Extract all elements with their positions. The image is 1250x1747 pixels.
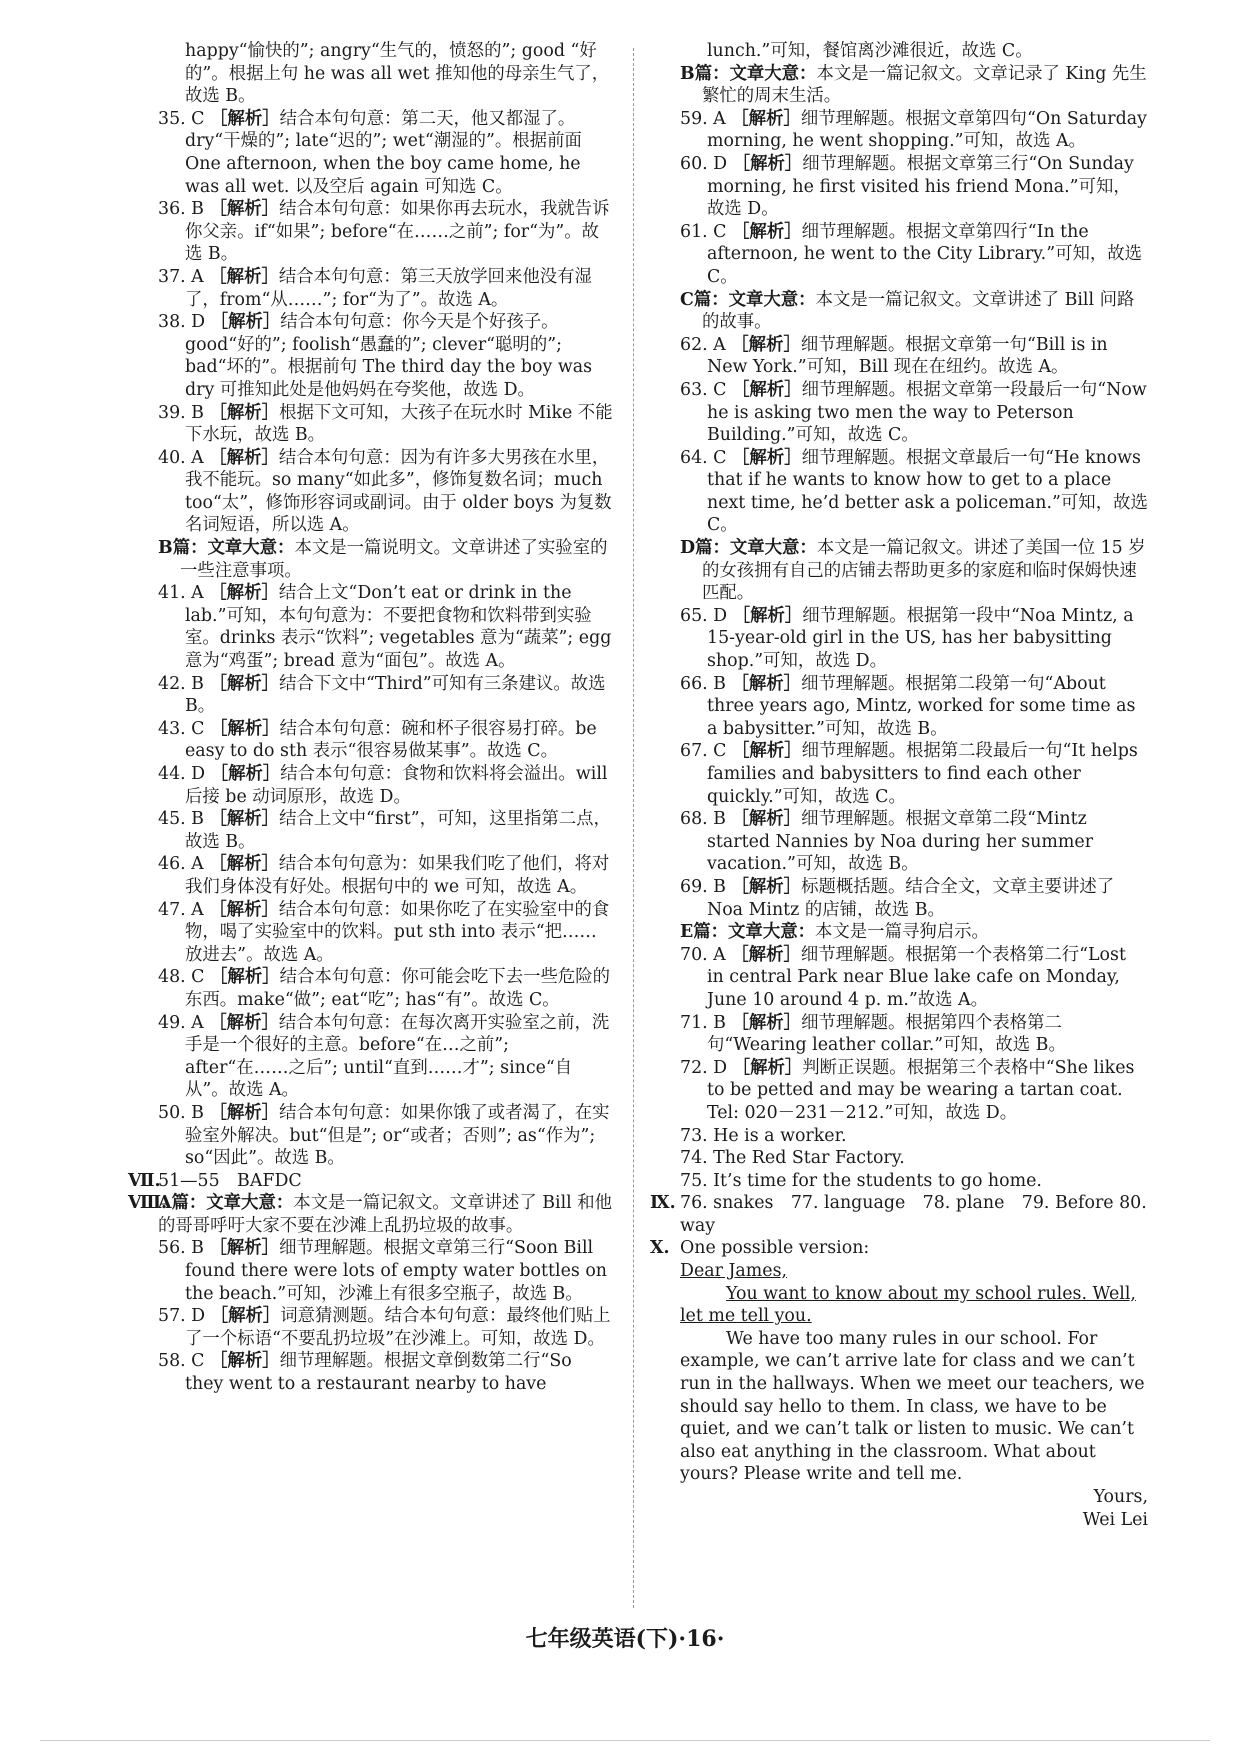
answer-item <box>680 1057 1148 1125</box>
passage-summary-text: 本文是一篇记叙文。文章讲述了 Bill 问路的故事。 <box>702 289 1135 333</box>
left-column <box>128 40 614 1396</box>
answer-item <box>680 379 1148 447</box>
passage-heading: C篇：文章大意： <box>680 289 816 310</box>
answer-item <box>158 1102 614 1170</box>
analysis-mark: ［解析］ <box>731 108 801 129</box>
answer-item <box>158 266 614 311</box>
answer-item <box>680 153 1148 221</box>
answer-text: 细节理解题。根据文章最后一句“He knows that if he wants to know how to get to a place next time, he’d better ask a policeman.”可知，故选 C。 <box>707 447 1148 536</box>
answer-number: 36. B <box>158 199 204 220</box>
analysis-mark: ［解析］ <box>731 876 802 897</box>
answer-number: 58. C <box>158 1351 205 1372</box>
answer-text: 细节理解题。根据第四个表格第二句“Wearing leather collar.”可知，故选 B。 <box>707 1012 1066 1056</box>
section-entry <box>650 1192 1148 1237</box>
page-footer: 七年级英语(下)·16· <box>525 1626 725 1652</box>
answer-number: 38. D <box>158 312 206 333</box>
opening-text: You want to know about my school rules. Well, let me tell you. <box>680 1283 1136 1327</box>
answer-number: 67. C <box>680 741 727 762</box>
answer-number: 63. C <box>680 379 727 400</box>
continued-text-content: happy“愉快的”; angry“生气的，愤怒的”; good “好的”。根据上句 he was all wet 推知他的母亲生气了，故选 B。 <box>185 41 610 107</box>
answer-text: 结合本句句意：碗和杯子很容易打碎。be easy to do sth 表示“很容易做某事”。故选 C。 <box>185 718 597 762</box>
answer-text: 结合本句句意：如果你饿了或者渴了，在实验室外解决。but“但是”; or“或者；否则”; as“作为”; so“因此”。故选 B。 <box>185 1102 610 1169</box>
answer-item <box>680 876 1148 921</box>
answer-number: 65. D <box>680 605 728 626</box>
answer-item <box>158 808 614 853</box>
answer-text: 结合本句句意：第二天，他又都湿了。dry“干燥的”; late“迟的”; wet“潮湿的”。根据前面 One afternoon, when the boy came home, he was all wet. 以及空后 again 可知选 C。 <box>185 108 582 197</box>
answer-item <box>158 447 614 537</box>
passage-summary <box>158 537 614 582</box>
answer-number: 48. C <box>158 967 205 988</box>
analysis-mark: ［解析］ <box>209 266 279 287</box>
answer-text: 细节理解题。根据文章第三行“On Sunday morning, he first visited his friend Mona.”可知，故选 D。 <box>707 153 1134 220</box>
answer-text: 结合本句句意：食物和饮料将会溢出。will 后接 be 动词原形，故选 D。 <box>185 764 608 807</box>
answer-text: 细节理解题。根据文章第四句“On Saturday morning, he went shopping.”可知，故选 A。 <box>707 108 1147 152</box>
analysis-mark: ［解析］ <box>209 447 279 468</box>
answer-number: 37. A <box>158 266 204 287</box>
analysis-mark: ［解析］ <box>731 673 802 694</box>
answer-text: 结合本句句意：在每次离开实验室之前，洗手是一个很好的主意。before“在…之前”; after“在……之后”; until“直到……才”; since“自从”。故选 A。 <box>185 1012 610 1101</box>
answer-number: 45. B <box>158 809 204 830</box>
analysis-mark: ［解析］ <box>732 1057 803 1078</box>
letter-body <box>680 1328 1148 1486</box>
answer-line <box>680 1170 1148 1193</box>
analysis-mark: ［解析］ <box>731 944 801 965</box>
answer-item <box>158 1305 614 1350</box>
analysis-mark: ［解析］ <box>210 1351 280 1372</box>
answer-item <box>680 108 1148 153</box>
bottom-rule <box>40 1740 1210 1741</box>
answer-item <box>158 966 614 1011</box>
answer-text: 细节理解题。根据第一个表格第二行“Lost in central Park near Blue lake cafe on Monday, June 10 around 4 p. m.”故选 A。 <box>707 944 1126 1010</box>
analysis-mark: ［解析］ <box>210 312 281 333</box>
section-entry <box>128 1170 614 1193</box>
passage-heading: D篇：文章大意： <box>680 538 817 559</box>
answer-number: 41. A <box>158 583 204 604</box>
passage-summary <box>680 537 1148 605</box>
answer-text: 结合本句句意：第三天放学回来他没有湿了，from“从……”; for“为了”。故选 A。 <box>185 266 592 310</box>
analysis-mark: ［解析］ <box>210 108 280 129</box>
answer-text: 细节理解题。根据文章第一句“Bill is in New York.”可知，Bill 现在在纽约。故选 A。 <box>707 334 1108 378</box>
answer-text: 判断正误题。根据第三个表格中“She likes to be petted and may be wearing a tartan coat. Tel: 020－231－212.”可知，故选 D。 <box>707 1057 1135 1123</box>
answer-item <box>158 1350 614 1395</box>
answer-item <box>158 311 614 401</box>
analysis-mark: ［解析］ <box>209 199 280 220</box>
answer-item <box>680 605 1148 673</box>
right-column <box>650 40 1148 1531</box>
answer-item <box>158 763 614 808</box>
answer-text: 细节理解题。根据文章倒数第二行“So they went to a restaurant nearby to have <box>185 1351 572 1395</box>
analysis-mark: ［解析］ <box>209 1238 280 1259</box>
passage-summary <box>680 63 1148 108</box>
analysis-mark: ［解析］ <box>209 854 279 875</box>
passage-heading: B篇：文章大意： <box>680 63 817 84</box>
answer-text: 结合上文“Don’t eat or drink in the lab.”可知，本句句意为：不要把食物和饮料带到实验室。drinks 表示“饮料”; vegetables 意为“蔬菜”; egg 意为“鸡蛋”; bread 意为“面包”。故选 A。 <box>185 583 612 672</box>
answer-number: 62. A <box>680 334 726 355</box>
answer-number: 64. C <box>680 447 727 468</box>
passage-summary-text: 本文是一篇记叙文。文章记录了 King 先生繁忙的周末生活。 <box>702 63 1147 107</box>
answer-item <box>680 740 1148 808</box>
section-entry <box>128 1192 614 1237</box>
answer-item <box>680 808 1148 876</box>
passage-summary-text: 本文是一篇寻狗启示。 <box>815 922 989 943</box>
answer-number: 69. B <box>680 876 726 897</box>
answer-text: 细节理解题。根据文章第四行“In the afternoon, he went to the City Library.”可知，故选 C。 <box>707 221 1143 287</box>
section-text: 51—55 BAFDC <box>158 1170 302 1191</box>
answer-text: 结合本句句意：如果你吃了在实验室中的食物，喝了实验室中的饮料。put sth into 表示“把……放进去”。故选 A。 <box>185 899 610 965</box>
analysis-mark: ［解析］ <box>732 741 802 762</box>
letter-closing <box>680 1509 1148 1532</box>
answer-item <box>680 334 1148 379</box>
passage-summary <box>680 921 1148 944</box>
continued-text <box>158 40 614 108</box>
analysis-mark: ［解析］ <box>732 379 802 400</box>
answer-line <box>680 1125 1148 1148</box>
answer-item <box>158 899 614 967</box>
passage-summary-text: 本文是一篇说明文。文章讲述了实验室的一些注意事项。 <box>180 538 608 581</box>
analysis-mark: ［解析］ <box>209 583 279 604</box>
section-numeral: Ⅹ. <box>650 1238 670 1259</box>
passage-heading: B篇：文章大意： <box>158 538 295 559</box>
analysis-mark: ［解析］ <box>209 809 280 830</box>
answer-text: 细节理解题。根据文章第二段“Mintz started Nannies by Noa during her summer vacation.”可知，故选 B。 <box>707 809 1094 875</box>
letter-salutation <box>680 1260 1148 1283</box>
answer-text: 细节理解题。根据第二段最后一句“It helps families and babysitters to find each other quickly.”可知，故选 C。 <box>707 741 1138 807</box>
answer-item <box>158 718 614 763</box>
answer-item <box>158 1237 614 1305</box>
answer-item <box>158 402 614 447</box>
analysis-mark: ［解析］ <box>209 899 279 920</box>
analysis-mark: ［解析］ <box>210 1306 281 1327</box>
analysis-mark: ［解析］ <box>731 809 802 830</box>
letter-opening <box>680 1283 1148 1328</box>
section-text: 本文是一篇记叙文。文章讲述了 Bill 和他的哥哥呼吁大家不要在沙滩上乱扔垃圾的故事。 <box>158 1193 613 1236</box>
answer-text: 结合本句句意为：如果我们吃了他们，将对我们身体没有好处。根据句中的 we 可知，故选 A。 <box>185 854 610 897</box>
answer-number: 49. A <box>158 1012 204 1033</box>
answer-item <box>158 673 614 718</box>
passage-heading: A篇：文章大意： <box>158 1193 294 1214</box>
letter-body-text: We have too many rules in our school. For example, we can’t arrive late for class and we can’t run in the hallways. When we meet our teachers, we should say hello to them. In class, we have to be quiet, and we can’t talk or listen to music. We can’t also eat anything in the classroom. What about yours? Please write and tell me. <box>680 1328 1145 1485</box>
answer-item <box>680 1012 1148 1057</box>
column-divider <box>633 48 634 1608</box>
answer-text: 细节理解题。根据第一段中“Noa Mintz, a 15-year-old girl in the US, has her babysitting shop.”可知，故选 D。 <box>707 605 1134 672</box>
answer-text: 结合本句句意：因为有许多大男孩在水里，我不能玩。so many“如此多”，修饰复数名词；much too“太”，修饰形容词或副词。由于 older boys 为复数名词短语，所以选 A。 <box>185 447 612 536</box>
answer-number: 72. D <box>680 1057 728 1078</box>
section-numeral: Ⅶ. <box>128 1170 161 1191</box>
answer-number: 56. B <box>158 1238 204 1259</box>
analysis-mark: ［解析］ <box>209 1012 279 1033</box>
answer-text: 词意猜测题。结合本句句意：最终他们贴上了一个标语“不要乱扔垃圾”在沙滩上。可知，故选 D。 <box>185 1306 611 1349</box>
analysis-mark: ［解析］ <box>732 221 802 242</box>
answer-item <box>158 582 614 672</box>
answer-line-text: 75. It’s time for the students to go home. <box>680 1170 1042 1191</box>
passage-heading: E篇：文章大意： <box>680 922 815 943</box>
answer-number: 39. B <box>158 402 204 423</box>
salutation-text: Dear James, <box>680 1261 788 1282</box>
answer-text: 结合下文中“Third”可知有三条建议。故选 B。 <box>185 673 606 717</box>
section-text: 76. snakes 77. language 78. plane 79. Before 80. way <box>680 1193 1147 1236</box>
answer-text: 标题概括题。结合全文，文章主要讲述了 Noa Mintz 的店铺，故选 B。 <box>707 876 1115 920</box>
answer-number: 47. A <box>158 899 204 920</box>
answer-number: 40. A <box>158 447 204 468</box>
answer-text: 细节理解题。根据文章第一段最后一句“Now he is asking two men the way to Peterson Building.”可知，故选 C。 <box>707 379 1147 446</box>
continued-text-content: lunch.”可知，餐馆离沙滩很近，故选 C。 <box>707 41 1033 61</box>
analysis-mark: ［解析］ <box>732 447 802 468</box>
answer-number: 68. B <box>680 809 726 830</box>
answer-item <box>158 108 614 198</box>
answer-line-text: 73. He is a worker. <box>680 1125 847 1146</box>
answer-text: 结合本句句意：如果你再去玩水，我就告诉你父亲。if“如果”; before“在……之前”; for“为”。故选 B。 <box>185 199 610 265</box>
section-numeral: Ⅸ. <box>650 1193 676 1214</box>
answer-item <box>680 447 1148 537</box>
analysis-mark: ［解析］ <box>209 1102 280 1123</box>
analysis-mark: ［解析］ <box>210 764 281 784</box>
answer-item <box>158 198 614 266</box>
analysis-mark: ［解析］ <box>210 967 280 988</box>
answer-number: 43. C <box>158 718 205 739</box>
answer-number: 35. C <box>158 108 205 129</box>
answer-item <box>158 1012 614 1102</box>
answer-item <box>158 853 614 898</box>
answer-text: 结合本句句意：你可能会吃下去一些危险的东西。make“做”; eat“吃”; has“有”。故选 C。 <box>185 967 611 1010</box>
continued-text <box>680 40 1148 63</box>
analysis-mark: ［解析］ <box>732 605 803 626</box>
answer-item <box>680 221 1148 289</box>
answer-number: 70. A <box>680 944 726 965</box>
answer-number: 42. B <box>158 673 204 694</box>
answer-number: 57. D <box>158 1306 206 1327</box>
analysis-mark: ［解析］ <box>209 402 280 423</box>
passage-summary <box>680 289 1148 334</box>
closing-text: Wei Lei <box>1082 1509 1148 1530</box>
section-text: One possible version: <box>680 1238 870 1259</box>
analysis-mark: ［解析］ <box>731 1012 802 1033</box>
letter-closing <box>680 1486 1148 1509</box>
answer-text: 结合本句句意：你今天是个好孩子。good“好的”; foolish“愚蠢的”; clever“聪明的”; bad“坏的”。根据前句 The third day the boy was dry 可推知此处是他妈妈在夸奖他，故选 D。 <box>185 312 593 400</box>
answer-number: 71. B <box>680 1012 726 1033</box>
answer-number: 59. A <box>680 108 726 129</box>
answer-text: 根据下文可知，大孩子在玩水时 Mike 不能下水玩，故选 B。 <box>185 402 613 446</box>
section-entry <box>650 1237 1148 1260</box>
answer-text: 细节理解题。根据文章第三行“Soon Bill found there were lots of empty water bottles on the beach.”可知，沙滩上有很多空瓶子，故选 B。 <box>185 1238 607 1304</box>
answer-number: 46. A <box>158 854 204 875</box>
answer-item <box>680 673 1148 741</box>
answer-line-text: 74. The Red Star Factory. <box>680 1148 905 1169</box>
answer-number: 61. C <box>680 221 727 242</box>
section-numeral: Ⅷ. <box>128 1193 168 1214</box>
analysis-mark: ［解析］ <box>731 334 801 355</box>
closing-text: Yours, <box>1093 1487 1148 1507</box>
analysis-mark: ［解析］ <box>732 153 803 174</box>
answer-line <box>680 1147 1148 1170</box>
passage-summary-text: 本文是一篇记叙文。讲述了美国一位 15 岁的女孩拥有自己的店铺去帮助更多的家庭和临时保姆快速匹配。 <box>702 538 1146 604</box>
answer-number: 44. D <box>158 764 206 784</box>
answer-item <box>680 944 1148 1012</box>
analysis-mark: ［解析］ <box>209 673 280 694</box>
answer-text: 结合上文中“first”，可知，这里指第二点，故选 B。 <box>185 809 611 852</box>
answer-text: 细节理解题。根据第二段第一句“About three years ago, Mintz, worked for some time as a babysitter.”可知，故选 B。 <box>707 673 1136 739</box>
answer-number: 60. D <box>680 153 728 174</box>
analysis-mark: ［解析］ <box>210 718 280 739</box>
answer-number: 66. B <box>680 673 726 694</box>
answer-number: 50. B <box>158 1102 204 1123</box>
